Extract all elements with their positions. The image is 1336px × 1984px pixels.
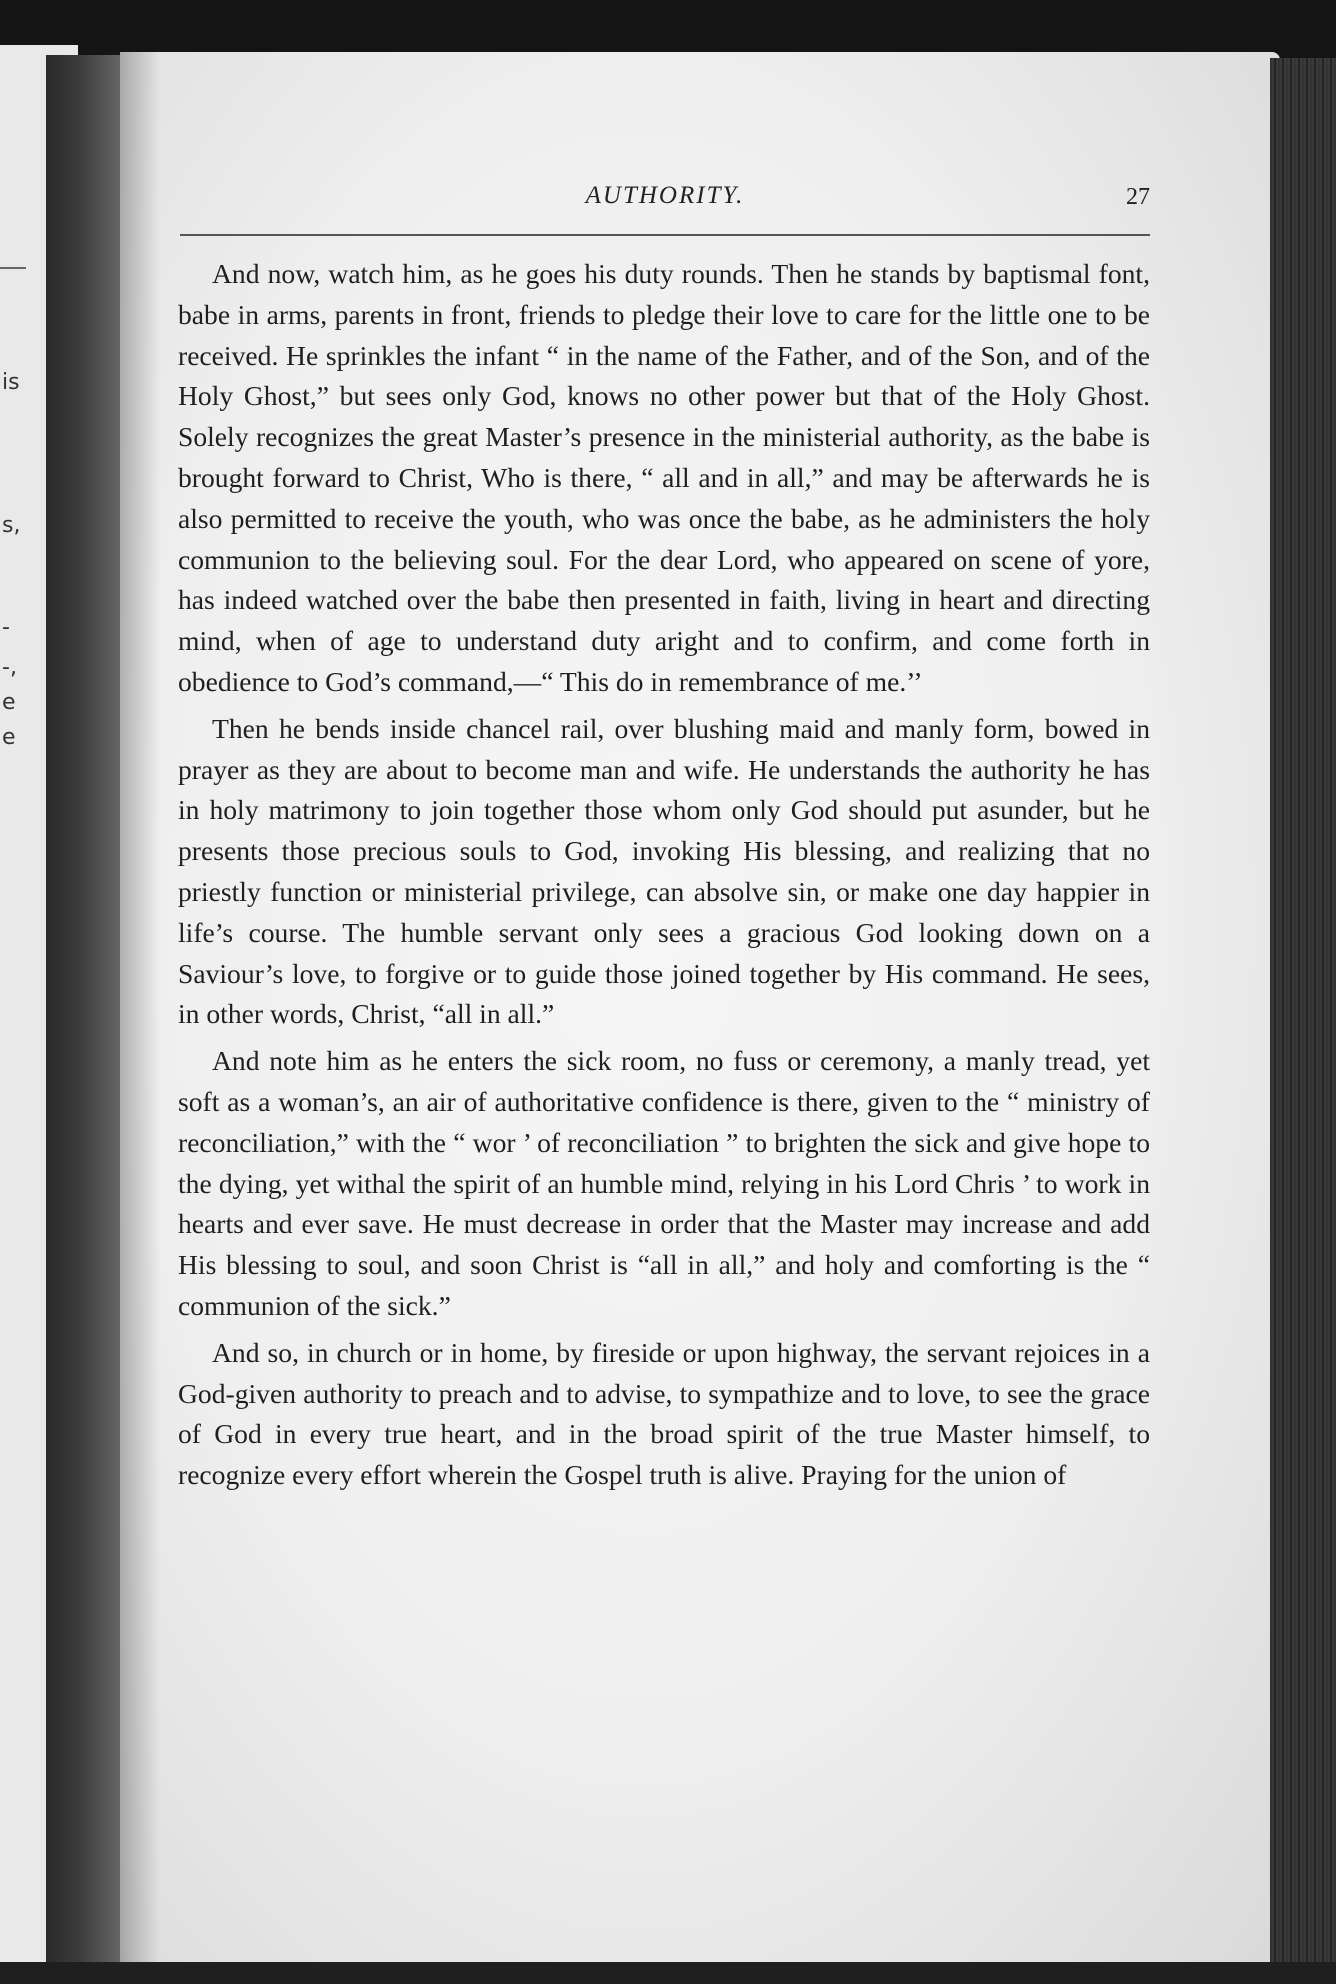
paragraph-baptism: And now, watch him, as he goes his duty rounds. Then he stands by baptismal font, babe in arms, parents in front, friends to pledge their love to care for the little one to be received. He sprinkles the infant “ in the name of the Father, and of the Son, and of the Holy Ghost,” but sees only God, knows no other power but that of the Holy Ghost. Solely recognizes the great Master’s presence in the ministerial authority, as the babe is brought forward to Christ, Who is there, “ all and in all,” and may be afterwards he is also permitted to receive the youth, who was once the babe, as he administers the holy communion to the believing soul. For the dear Lord, who appeared on scene of yore, has indeed watched over the babe then presented in faith, living in heart and directing mind, when of age to understand duty aright and to confirm, and come forth in obedience to God’s command,—“ This do in remembrance of me.’’ — [178, 258, 1150, 697]
page-fore-edge — [1270, 58, 1336, 1984]
scan-background-bottom — [0, 1962, 1336, 1984]
gutter-shadow — [120, 52, 160, 1974]
left-page-fragment: e — [2, 690, 16, 715]
scan-background-top — [0, 0, 1336, 58]
page-number: 27 — [1126, 184, 1150, 210]
running-head — [180, 182, 1150, 222]
paragraph-sick-room: And note him as he enters the sick room, no fuss or ceremony, a manly tread, yet soft as a woman’s, an air of authoritative confidence is there, given to the “ ministry of reconciliation,” with the “ wor ’ of reconciliation ” to brighten the sick and give hope to the dying, yet withal the spirit of an humble mind, relying in his Lord Chris ’ to work in hearts and ever save. He must decrease in order that the Master may increase and add His blessing to soul, and soon Christ is “all in all,” and holy and comforting is the “ communion of the sick.” — [178, 1045, 1150, 1321]
header-rule — [180, 234, 1150, 236]
paragraph-servant: And so, in church or in home, by fireside or upon highway, the servant rejoices in a God-given authority to preach and to advise, to sympathize and to love, to see the grace of God in every true heart, and in the broad spirit of the true Master himself, to recognize every effort wherein the Gospel truth is alive. Praying for the union of — [178, 1336, 1150, 1491]
page-body — [178, 254, 1150, 1502]
left-page-fragment: s, — [2, 513, 21, 538]
left-page-rule — [0, 267, 26, 269]
running-title: AUTHORITY. — [585, 182, 745, 209]
book-gutter — [46, 55, 128, 1980]
left-page-fragment: - — [2, 615, 10, 640]
left-page-fragment: e — [2, 725, 16, 750]
left-page-fragment: -, — [2, 655, 17, 680]
paragraph-matrimony: Then he bends inside chancel rail, over blushing maid and manly form, bowed in prayer as they are about to become man and wife. He understands the authority he has in holy matrimony to join together those whom only God should put asunder, but he presents those precious souls to God, invoking His blessing, and realizing that no priestly function or ministerial privilege, can absolve sin, or make one day happier in life’s course. The humble servant only sees a gracious God looking down on a Saviour’s love, to forgive or to guide those joined together by His command. He sees, in other words, Christ, “all in all.” — [178, 712, 1150, 1030]
left-page-fragment: is — [2, 370, 20, 395]
